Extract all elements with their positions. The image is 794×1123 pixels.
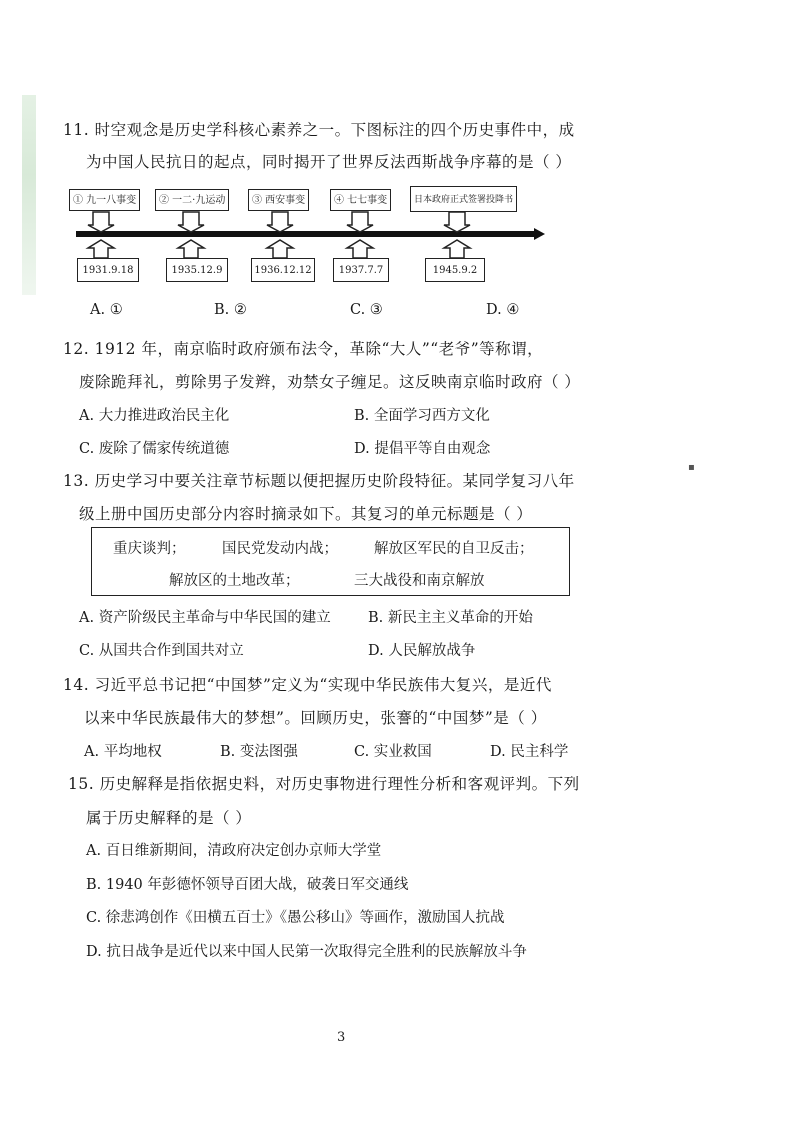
- timeline-event-1: ① 九一八事变: [69, 189, 140, 211]
- q15-stem-line2: 属于历史解释的是（ ）: [86, 809, 252, 827]
- q13-stem-line1: 13. 历史学习中要关注章节标题以便把握历史阶段特征。某同学复习八年: [63, 472, 575, 490]
- summary-item-5: 三大战役和南京解放: [354, 573, 485, 589]
- q11-option-c[interactable]: C. ③: [350, 302, 383, 318]
- q12-stem-line2: 废除跪拜礼，剪除男子发辫，劝禁女子缠足。这反映南京临时政府（ ）: [79, 373, 581, 391]
- timeline-date-2: 1935.12.9: [166, 258, 228, 282]
- q14-stem-line1: 14. 习近平总书记把“中国梦”定义为“实现中华民族伟大复兴，是近代: [63, 676, 552, 694]
- q14-option-c[interactable]: C. 实业救国: [354, 744, 432, 760]
- q15-option-c[interactable]: C. 徐悲鸿创作《田横五百士》《愚公移山》等画作，激励国人抗战: [86, 910, 505, 926]
- timeline-date-3: 1936.12.12: [251, 258, 315, 282]
- summary-item-4: 解放区的土地改革；: [169, 573, 300, 589]
- q12-option-d[interactable]: D. 提倡平等自由观念: [354, 441, 491, 457]
- timeline-arrows: [0, 0, 794, 300]
- q13-option-d[interactable]: D. 人民解放战争: [368, 643, 476, 659]
- q13-option-a[interactable]: A. 资产阶级民主革命与中华民国的建立: [79, 610, 331, 626]
- q13-option-b[interactable]: B. 新民主主义革命的开始: [368, 610, 533, 626]
- q15-option-b[interactable]: B. 1940 年彭德怀领导百团大战，破袭日军交通线: [86, 877, 409, 893]
- summary-item-3: 解放区军民的自卫反击；: [374, 541, 534, 557]
- q14-option-d[interactable]: D. 民主科学: [490, 744, 569, 760]
- timeline-event-4: ④ 七七事变: [330, 189, 391, 211]
- summary-item-1: 重庆谈判；: [113, 541, 186, 557]
- q15-option-d[interactable]: D. 抗日战争是近代以来中国人民第一次取得完全胜利的民族解放斗争: [86, 944, 527, 960]
- timeline-date-5: 1945.9.2: [425, 258, 485, 282]
- timeline-date-1: 1931.9.18: [77, 258, 139, 282]
- timeline-event-5: 日本政府正式签署投降书: [410, 186, 517, 212]
- q12-option-c[interactable]: C. 废除了儒家传统道德: [79, 441, 230, 457]
- timeline-date-4: 1937.7.7: [333, 258, 389, 282]
- timeline-event-3: ③ 西安事变: [248, 189, 309, 211]
- q14-option-a[interactable]: A. 平均地权: [84, 744, 162, 760]
- q15-stem-line1: 15. 历史解释是指依据史料，对历史事物进行理性分析和客观评判。下列: [68, 775, 580, 793]
- q13-option-c[interactable]: C. 从国共合作到国共对立: [79, 643, 244, 659]
- q11-option-a[interactable]: A. ①: [90, 302, 123, 318]
- q11-option-b[interactable]: B. ②: [214, 302, 247, 318]
- q15-option-a[interactable]: A. 百日维新期间，清政府决定创办京师大学堂: [86, 843, 382, 859]
- q12-stem-line1: 12. 1912 年，南京临时政府颁布法令，革除“大人”“老爷”等称谓，: [63, 340, 544, 358]
- q11-stem-line1: 11. 时空观念是历史学科核心素养之一。下图标注的四个历史事件中，成: [63, 121, 575, 139]
- page-number: 3: [337, 1030, 346, 1045]
- q14-stem-line2: 以来中华民族最伟大的梦想”。回顾历史，张謇的“中国梦”是（ ）: [84, 709, 547, 727]
- q14-option-b[interactable]: B. 变法图强: [220, 744, 298, 760]
- q13-summary-box: [91, 527, 570, 596]
- q13-stem-line2: 级上册中国历史部分内容时摘录如下。其复习的单元标题是（ ）: [79, 505, 533, 523]
- q12-option-b[interactable]: B. 全面学习西方文化: [354, 408, 490, 424]
- summary-item-2: 国民党发动内战；: [222, 541, 338, 557]
- q12-option-a[interactable]: A. 大力推进政治民主化: [79, 408, 230, 424]
- timeline-event-2: ② 一二·九运动: [155, 189, 229, 211]
- q11-option-d[interactable]: D. ④: [486, 302, 520, 318]
- q11-stem-line2: 为中国人民抗日的起点，同时揭开了世界反法西斯战争序幕的是（ ）: [86, 153, 572, 171]
- scan-speck: ▪: [688, 462, 695, 473]
